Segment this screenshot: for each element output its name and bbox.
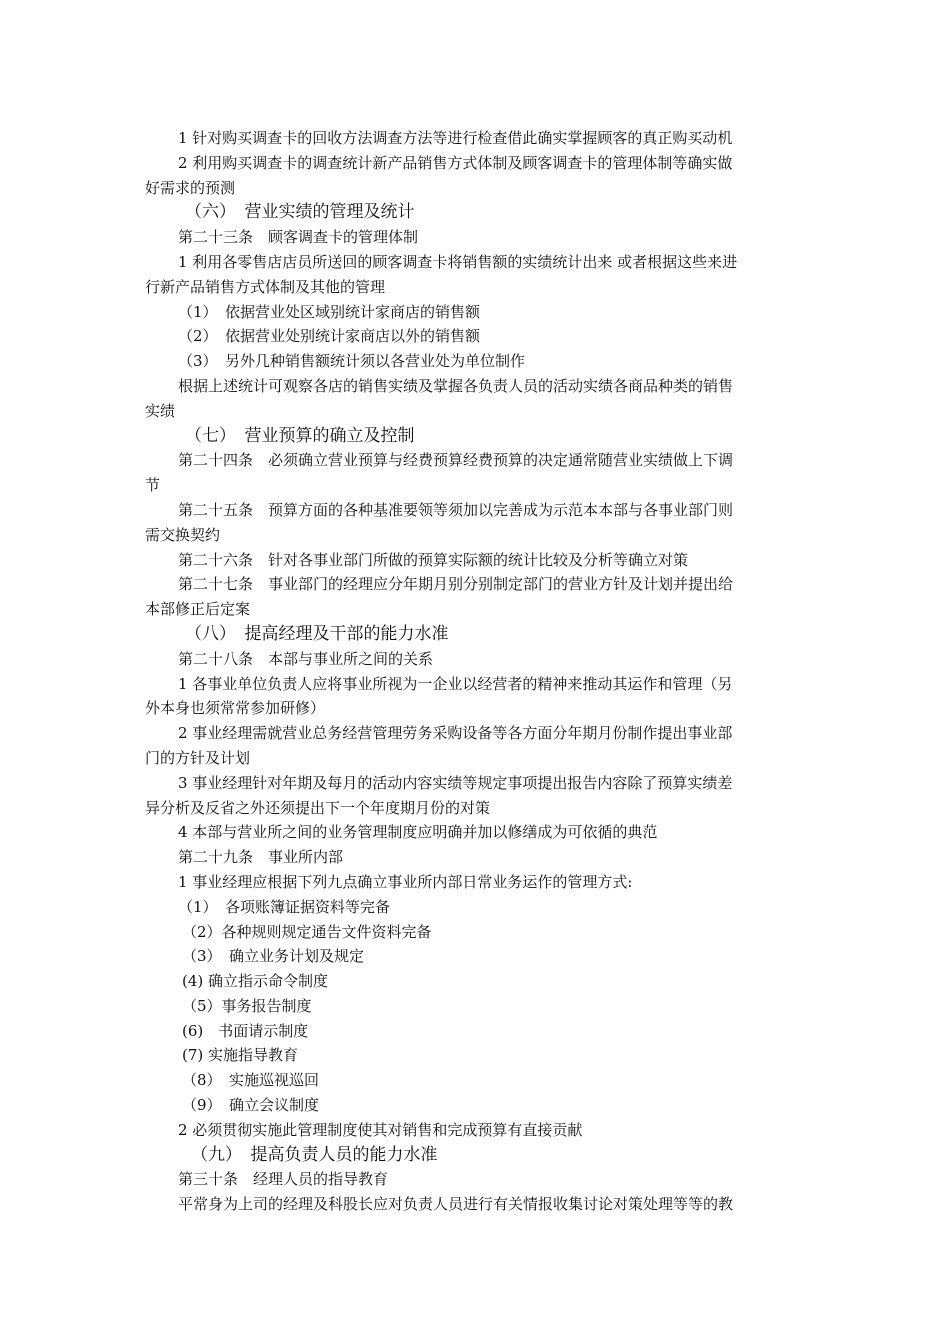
- paragraph-line: 4 本部与营业所之间的业务管理制度应明确并加以修缮成为可依循的典范: [178, 823, 658, 842]
- paragraph-line: 实绩: [145, 401, 176, 420]
- paragraph-line: 3 事业经理针对年期及每月的活动内容实绩等规定事项提出报告内容除了预算实绩差: [178, 773, 733, 792]
- article-line: 第二十六条 针对各事业部门所做的预算实际额的统计比较及分析等确立对策: [178, 550, 689, 569]
- article-line: 第二十五条 预算方面的各种基准要领等须加以完善成为示范本本部与各事业部门则: [178, 500, 734, 519]
- list-item: （1） 各项账簿证据资料等完备: [178, 897, 391, 916]
- paragraph-line: 节: [145, 476, 161, 495]
- paragraph-line: 好需求的预测: [145, 178, 236, 197]
- article-title: 第二十三条 顾客调查卡的管理体制: [178, 228, 419, 247]
- paragraph-line: 异分析及反省之外还须提出下一个年度期月份的对策: [145, 798, 491, 817]
- list-item: （2）各种规则规定通告文件资料完备: [182, 922, 432, 941]
- paragraph-line: 平常身为上司的经理及科股长应对负责人员进行有关情报收集讨论对策处理等等的教: [178, 1195, 734, 1214]
- article-line: 第二十四条 必须确立营业预算与经费预算经费预算的决定通常随营业实绩做上下调: [178, 451, 734, 470]
- article-title: 第二十八条 本部与事业所之间的关系: [178, 649, 434, 668]
- article-line: 第二十七条 事业部门的经理应分年期月别分别制定部门的营业方针及计划并提出给: [178, 575, 734, 594]
- document-page: [145, 126, 810, 1217]
- list-item: （8） 实施巡视巡回: [182, 1071, 320, 1090]
- section-heading: （九） 提高负责人员的能力水准: [191, 1144, 438, 1165]
- list-item: （1） 依据营业处区域别统计家商店的销售额: [178, 302, 481, 321]
- list-item: （3） 确立业务计划及规定: [182, 947, 365, 966]
- list-item: (7) 实施指导教育: [182, 1046, 299, 1065]
- paragraph-line: 2 事业经理需就营业总务经营管理劳务采购设备等各方面分年期月份制作提出事业部: [178, 724, 733, 743]
- paragraph-line: 门的方针及计划: [145, 748, 251, 767]
- list-item: (6) 书面请示制度: [182, 1021, 309, 1040]
- paragraph-line: 本部修正后定案: [145, 600, 251, 619]
- paragraph-line: 1 事业经理应根据下列九点确立事业所内部日常业务运作的管理方式:: [178, 872, 633, 891]
- section-heading: （六） 营业实绩的管理及统计: [185, 202, 415, 223]
- list-item: （2） 依据营业处别统计家商店以外的销售额: [178, 327, 481, 346]
- list-item: （5）事务报告制度: [182, 996, 312, 1015]
- list-item: (4) 确立指示命令制度: [182, 972, 329, 991]
- paragraph-line: 外本身也须常常参加研修）: [145, 699, 326, 718]
- section-heading: （八） 提高经理及干部的能力水准: [185, 623, 449, 644]
- paragraph-line: 2 必须贯彻实施此管理制度使其对销售和完成预算有直接贡献: [178, 1120, 583, 1139]
- list-item: （9） 确立会议制度: [182, 1096, 320, 1115]
- paragraph-line: 需交换契约: [145, 525, 221, 544]
- paragraph-line: 1 各事业单位负责人应将事业所视为一企业以经营者的精神来推动其运作和管理（另: [178, 674, 733, 693]
- section-heading: （七） 营业预算的确立及控制: [185, 425, 415, 446]
- paragraph-line: 根据上述统计可观察各店的销售实绩及掌握各负责人员的活动实绩各商品种类的销售: [178, 376, 734, 395]
- paragraph-line: 行新产品销售方式体制及其他的管理: [145, 277, 386, 296]
- article-title: 第二十九条 事业所内部: [178, 848, 344, 867]
- article-title: 第三十条 经理人员的指导教育: [178, 1170, 389, 1189]
- paragraph-line: 1 利用各零售店店员所送回的顾客调查卡将销售额的实绩统计出来 或者根据这些来进: [178, 252, 738, 271]
- list-item: （3） 另外几种销售额统计须以各营业处为单位制作: [178, 352, 526, 371]
- paragraph-line: 1 针对购买调查卡的回收方法调查方法等进行检查借此确实掌握顾客的真正购买动机: [178, 129, 733, 147]
- paragraph-line: 2 利用购买调查卡的调查统计新产品销售方式体制及顾客调查卡的管理体制等确实做: [178, 153, 733, 172]
